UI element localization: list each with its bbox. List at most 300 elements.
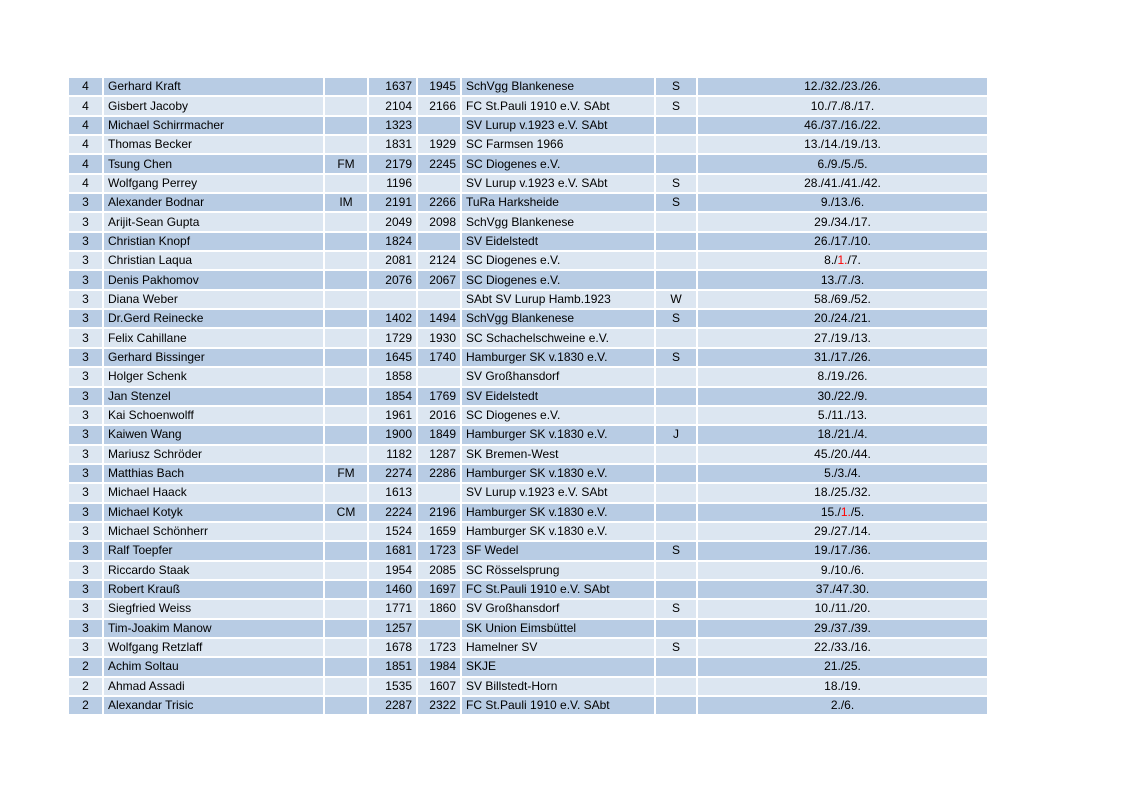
- rounds-cell: 21./25.: [698, 658, 987, 675]
- rating-cell: 1858: [369, 368, 416, 385]
- table-row: [69, 465, 987, 482]
- rating-cell: 1196: [369, 175, 416, 192]
- title-cell: [325, 426, 367, 443]
- score-cell: 3: [69, 252, 102, 269]
- club-cell: SK Bremen-West: [462, 446, 654, 463]
- rating2-cell: [418, 484, 460, 501]
- score-cell: 2: [69, 678, 102, 695]
- rating-cell: 1460: [369, 581, 416, 598]
- player-name-cell: Wolfgang Perrey: [104, 175, 323, 192]
- rating-cell: 1524: [369, 523, 416, 540]
- rating-cell: 2179: [369, 155, 416, 172]
- category-cell: [656, 407, 696, 424]
- rounds-cell: 30./22./9.: [698, 388, 987, 405]
- category-cell: [656, 658, 696, 675]
- table-row: [69, 639, 987, 656]
- rating-cell: 1771: [369, 600, 416, 617]
- table-body: [69, 78, 987, 714]
- player-name-cell: Kaiwen Wang: [104, 426, 323, 443]
- club-cell: Hamelner SV: [462, 639, 654, 656]
- score-cell: 3: [69, 639, 102, 656]
- category-cell: [656, 484, 696, 501]
- player-name-cell: Jan Stenzel: [104, 388, 323, 405]
- player-name-cell: Matthias Bach: [104, 465, 323, 482]
- rating2-cell: 1723: [418, 639, 460, 656]
- rating-cell: 1824: [369, 233, 416, 250]
- title-cell: [325, 639, 367, 656]
- rating2-cell: 1287: [418, 446, 460, 463]
- table-row: [69, 349, 987, 366]
- player-name-cell: Siegfried Weiss: [104, 600, 323, 617]
- category-cell: [656, 697, 696, 714]
- table-row: [69, 175, 987, 192]
- table-row: [69, 426, 987, 443]
- rounds-cell: 2./6.: [698, 697, 987, 714]
- rating2-cell: 2286: [418, 465, 460, 482]
- rating-cell: 1900: [369, 426, 416, 443]
- rating2-cell: 1945: [418, 78, 460, 95]
- rating-cell: 1182: [369, 446, 416, 463]
- table-row: [69, 620, 987, 637]
- score-cell: 3: [69, 542, 102, 559]
- score-cell: 3: [69, 291, 102, 308]
- score-cell: 4: [69, 155, 102, 172]
- rating2-cell: 1849: [418, 426, 460, 443]
- category-cell: [656, 446, 696, 463]
- title-cell: [325, 620, 367, 637]
- rounds-cell: 9./10./6.: [698, 562, 987, 579]
- club-cell: SV Lurup v.1923 e.V. SAbt: [462, 484, 654, 501]
- score-cell: 2: [69, 697, 102, 714]
- table-row: [69, 271, 987, 288]
- player-name-cell: Kai Schoenwolff: [104, 407, 323, 424]
- player-name-cell: Alexandar Trisic: [104, 697, 323, 714]
- score-cell: 3: [69, 426, 102, 443]
- title-cell: [325, 97, 367, 114]
- rating2-cell: [418, 368, 460, 385]
- category-cell: [656, 117, 696, 134]
- score-cell: 4: [69, 117, 102, 134]
- club-cell: Hamburger SK v.1830 e.V.: [462, 465, 654, 482]
- player-name-cell: Gisbert Jacoby: [104, 97, 323, 114]
- category-cell: [656, 388, 696, 405]
- club-cell: SK Union Eimsbüttel: [462, 620, 654, 637]
- rounds-cell: 12./32./23./26.: [698, 78, 987, 95]
- category-cell: S: [656, 175, 696, 192]
- player-name-cell: Ralf Toepfer: [104, 542, 323, 559]
- club-cell: SchVgg Blankenese: [462, 213, 654, 230]
- category-cell: [656, 368, 696, 385]
- score-cell: 3: [69, 388, 102, 405]
- rating-cell: 1402: [369, 310, 416, 327]
- rating2-cell: 1984: [418, 658, 460, 675]
- category-cell: [656, 465, 696, 482]
- score-cell: 4: [69, 97, 102, 114]
- rounds-cell: 13./7./3.: [698, 271, 987, 288]
- rating-cell: 1954: [369, 562, 416, 579]
- score-cell: 4: [69, 175, 102, 192]
- rating-cell: 1613: [369, 484, 416, 501]
- table-row: [69, 562, 987, 579]
- category-cell: [656, 523, 696, 540]
- table-row: [69, 523, 987, 540]
- score-cell: 3: [69, 329, 102, 346]
- club-cell: SV Eidelstedt: [462, 388, 654, 405]
- rating2-cell: 1860: [418, 600, 460, 617]
- rating2-cell: 1607: [418, 678, 460, 695]
- club-cell: SV Lurup v.1923 e.V. SAbt: [462, 175, 654, 192]
- title-cell: [325, 407, 367, 424]
- results-table: [67, 76, 989, 716]
- table-row: [69, 678, 987, 695]
- highlighted-round: 1.: [840, 504, 851, 519]
- table-row: [69, 504, 987, 521]
- club-cell: SAbt SV Lurup Hamb.1923: [462, 291, 654, 308]
- rounds-cell: 27./19./13.: [698, 329, 987, 346]
- category-cell: [656, 620, 696, 637]
- score-cell: 2: [69, 658, 102, 675]
- club-cell: TuRa Harksheide: [462, 194, 654, 211]
- player-name-cell: Tsung Chen: [104, 155, 323, 172]
- club-cell: SC Diogenes e.V.: [462, 407, 654, 424]
- club-cell: Hamburger SK v.1830 e.V.: [462, 504, 654, 521]
- category-cell: [656, 233, 696, 250]
- title-cell: [325, 562, 367, 579]
- title-cell: [325, 600, 367, 617]
- category-cell: [656, 678, 696, 695]
- title-cell: [325, 697, 367, 714]
- score-cell: 3: [69, 213, 102, 230]
- rating-cell: 1678: [369, 639, 416, 656]
- title-cell: FM: [325, 465, 367, 482]
- rounds-cell: 29./34./17.: [698, 213, 987, 230]
- rating2-cell: 2067: [418, 271, 460, 288]
- player-name-cell: Ahmad Assadi: [104, 678, 323, 695]
- rounds-cell: 26./17./10.: [698, 233, 987, 250]
- score-cell: 3: [69, 407, 102, 424]
- rating2-cell: 2266: [418, 194, 460, 211]
- title-cell: [325, 291, 367, 308]
- club-cell: SC Schachelschweine e.V.: [462, 329, 654, 346]
- table-row: [69, 233, 987, 250]
- rounds-cell: 9./13./6.: [698, 194, 987, 211]
- table-row: [69, 658, 987, 675]
- score-cell: 3: [69, 523, 102, 540]
- club-cell: FC St.Pauli 1910 e.V. SAbt: [462, 581, 654, 598]
- club-cell: SC Diogenes e.V.: [462, 155, 654, 172]
- club-cell: SV Großhansdorf: [462, 368, 654, 385]
- club-cell: SC Diogenes e.V.: [462, 252, 654, 269]
- table-row: [69, 368, 987, 385]
- table-row: [69, 291, 987, 308]
- rating2-cell: 2124: [418, 252, 460, 269]
- category-cell: S: [656, 542, 696, 559]
- rating-cell: 1729: [369, 329, 416, 346]
- table-row: [69, 388, 987, 405]
- title-cell: [325, 175, 367, 192]
- rating2-cell: 2016: [418, 407, 460, 424]
- score-cell: 3: [69, 310, 102, 327]
- club-cell: Hamburger SK v.1830 e.V.: [462, 523, 654, 540]
- score-cell: 3: [69, 349, 102, 366]
- rating2-cell: 1929: [418, 136, 460, 153]
- rating-cell: [369, 291, 416, 308]
- player-name-cell: Alexander Bodnar: [104, 194, 323, 211]
- player-name-cell: Dr.Gerd Reinecke: [104, 310, 323, 327]
- title-cell: FM: [325, 155, 367, 172]
- rating2-cell: [418, 291, 460, 308]
- category-cell: [656, 562, 696, 579]
- player-name-cell: Holger Schenk: [104, 368, 323, 385]
- player-name-cell: Tim-Joakim Manow: [104, 620, 323, 637]
- player-name-cell: Achim Soltau: [104, 658, 323, 675]
- rounds-cell: 8./19./26.: [698, 368, 987, 385]
- score-cell: 4: [69, 136, 102, 153]
- title-cell: [325, 252, 367, 269]
- title-cell: [325, 329, 367, 346]
- rating2-cell: 1697: [418, 581, 460, 598]
- club-cell: Hamburger SK v.1830 e.V.: [462, 426, 654, 443]
- highlighted-round: 1.: [837, 253, 848, 268]
- title-cell: [325, 542, 367, 559]
- rounds-cell: 45./20./44.: [698, 446, 987, 463]
- rating2-cell: 1494: [418, 310, 460, 327]
- score-cell: 3: [69, 562, 102, 579]
- rating-cell: 1681: [369, 542, 416, 559]
- player-name-cell: Denis Pakhomov: [104, 271, 323, 288]
- table-row: [69, 581, 987, 598]
- table-row: [69, 117, 987, 134]
- score-cell: 3: [69, 233, 102, 250]
- category-cell: [656, 271, 696, 288]
- rounds-cell: 46./37./16./22.: [698, 117, 987, 134]
- title-cell: [325, 78, 367, 95]
- table-row: [69, 446, 987, 463]
- rating-cell: 1961: [369, 407, 416, 424]
- club-cell: SC Farmsen 1966: [462, 136, 654, 153]
- title-cell: IM: [325, 194, 367, 211]
- category-cell: [656, 504, 696, 521]
- category-cell: J: [656, 426, 696, 443]
- score-cell: 3: [69, 194, 102, 211]
- table-row: [69, 484, 987, 501]
- rounds-cell: 10./7./8./17.: [698, 97, 987, 114]
- club-cell: FC St.Pauli 1910 e.V. SAbt: [462, 97, 654, 114]
- club-cell: SV Lurup v.1923 e.V. SAbt: [462, 117, 654, 134]
- category-cell: [656, 329, 696, 346]
- rounds-cell: 29./27./14.: [698, 523, 987, 540]
- title-cell: [325, 678, 367, 695]
- club-cell: FC St.Pauli 1910 e.V. SAbt: [462, 697, 654, 714]
- rating-cell: 2274: [369, 465, 416, 482]
- score-cell: 3: [69, 446, 102, 463]
- title-cell: [325, 484, 367, 501]
- score-cell: 3: [69, 271, 102, 288]
- score-cell: 3: [69, 465, 102, 482]
- title-cell: [325, 117, 367, 134]
- title-cell: [325, 368, 367, 385]
- round-part: /5.: [850, 504, 865, 519]
- player-name-cell: Christian Knopf: [104, 233, 323, 250]
- rounds-cell: 58./69./52.: [698, 291, 987, 308]
- rounds-cell: [698, 504, 987, 521]
- rating-cell: 1637: [369, 78, 416, 95]
- score-cell: 3: [69, 600, 102, 617]
- player-name-cell: Michael Haack: [104, 484, 323, 501]
- title-cell: [325, 136, 367, 153]
- rating-cell: 1851: [369, 658, 416, 675]
- player-name-cell: Christian Laqua: [104, 252, 323, 269]
- category-cell: S: [656, 97, 696, 114]
- player-name-cell: Mariusz Schröder: [104, 446, 323, 463]
- rating-cell: 2224: [369, 504, 416, 521]
- title-cell: [325, 658, 367, 675]
- title-cell: [325, 233, 367, 250]
- rating2-cell: [418, 175, 460, 192]
- table-row: [69, 97, 987, 114]
- rating-cell: 1831: [369, 136, 416, 153]
- table-row: [69, 407, 987, 424]
- category-cell: S: [656, 600, 696, 617]
- rating2-cell: [418, 620, 460, 637]
- title-cell: CM: [325, 504, 367, 521]
- round-part: 8./: [824, 253, 838, 268]
- player-name-cell: Michael Schönherr: [104, 523, 323, 540]
- club-cell: SchVgg Blankenese: [462, 310, 654, 327]
- title-cell: [325, 581, 367, 598]
- table-row: [69, 213, 987, 230]
- table-row: [69, 542, 987, 559]
- rating-cell: 2191: [369, 194, 416, 211]
- club-cell: Hamburger SK v.1830 e.V.: [462, 349, 654, 366]
- rating-cell: 1257: [369, 620, 416, 637]
- rounds-cell: 37./47.30.: [698, 581, 987, 598]
- category-cell: W: [656, 291, 696, 308]
- rating2-cell: [418, 117, 460, 134]
- table-row: [69, 78, 987, 95]
- title-cell: [325, 388, 367, 405]
- rating2-cell: 2245: [418, 155, 460, 172]
- rating2-cell: [418, 233, 460, 250]
- rating2-cell: 2166: [418, 97, 460, 114]
- rating2-cell: 1769: [418, 388, 460, 405]
- club-cell: SF Wedel: [462, 542, 654, 559]
- category-cell: S: [656, 194, 696, 211]
- category-cell: S: [656, 310, 696, 327]
- rating2-cell: 2322: [418, 697, 460, 714]
- player-name-cell: Diana Weber: [104, 291, 323, 308]
- rating2-cell: 1740: [418, 349, 460, 366]
- score-cell: 3: [69, 484, 102, 501]
- score-cell: 3: [69, 368, 102, 385]
- category-cell: [656, 581, 696, 598]
- score-cell: 3: [69, 581, 102, 598]
- title-cell: [325, 271, 367, 288]
- rounds-cell: 31./17./26.: [698, 349, 987, 366]
- rounds-cell: 18./25./32.: [698, 484, 987, 501]
- category-cell: [656, 155, 696, 172]
- rounds-cell: 13./14./19./13.: [698, 136, 987, 153]
- player-name-cell: Wolfgang Retzlaff: [104, 639, 323, 656]
- club-cell: SKJE: [462, 658, 654, 675]
- rating-cell: 1645: [369, 349, 416, 366]
- table-row: [69, 329, 987, 346]
- score-cell: 3: [69, 504, 102, 521]
- rounds-cell: 18./21./4.: [698, 426, 987, 443]
- table-row: [69, 600, 987, 617]
- player-name-cell: Michael Kotyk: [104, 504, 323, 521]
- rating2-cell: 2098: [418, 213, 460, 230]
- rating-cell: 1535: [369, 678, 416, 695]
- club-cell: SchVgg Blankenese: [462, 78, 654, 95]
- player-name-cell: Riccardo Staak: [104, 562, 323, 579]
- rounds-cell: 29./37./39.: [698, 620, 987, 637]
- category-cell: S: [656, 349, 696, 366]
- rounds-cell: 10./11./20.: [698, 600, 987, 617]
- rating2-cell: 1930: [418, 329, 460, 346]
- table-row: [69, 310, 987, 327]
- rating2-cell: 2196: [418, 504, 460, 521]
- round-part: 15./: [820, 504, 841, 519]
- rounds-cell: 18./19.: [698, 678, 987, 695]
- rounds-cell: 28./41./41./42.: [698, 175, 987, 192]
- rounds-cell: 5./11./13.: [698, 407, 987, 424]
- title-cell: [325, 349, 367, 366]
- rating-cell: 2287: [369, 697, 416, 714]
- category-cell: [656, 252, 696, 269]
- club-cell: SV Eidelstedt: [462, 233, 654, 250]
- table-row: [69, 697, 987, 714]
- club-cell: SV Großhansdorf: [462, 600, 654, 617]
- player-name-cell: Gerhard Bissinger: [104, 349, 323, 366]
- club-cell: SC Rösselsprung: [462, 562, 654, 579]
- score-cell: 4: [69, 78, 102, 95]
- rounds-cell: 6./9./5./5.: [698, 155, 987, 172]
- rounds-cell: 20./24./21.: [698, 310, 987, 327]
- category-cell: S: [656, 78, 696, 95]
- rating-cell: 1323: [369, 117, 416, 134]
- score-cell: 3: [69, 620, 102, 637]
- category-cell: [656, 136, 696, 153]
- club-cell: SC Diogenes e.V.: [462, 271, 654, 288]
- table-row: [69, 252, 987, 269]
- player-name-cell: Gerhard Kraft: [104, 78, 323, 95]
- table-row: [69, 136, 987, 153]
- rating2-cell: 2085: [418, 562, 460, 579]
- title-cell: [325, 446, 367, 463]
- title-cell: [325, 310, 367, 327]
- rating2-cell: 1723: [418, 542, 460, 559]
- player-name-cell: Thomas Becker: [104, 136, 323, 153]
- rating-cell: 1854: [369, 388, 416, 405]
- rating2-cell: 1659: [418, 523, 460, 540]
- player-name-cell: Robert Krauß: [104, 581, 323, 598]
- round-part: /7.: [847, 253, 861, 268]
- rounds-cell: [698, 252, 987, 269]
- table-row: [69, 155, 987, 172]
- rating-cell: 2081: [369, 252, 416, 269]
- rating-cell: 2049: [369, 213, 416, 230]
- category-cell: [656, 213, 696, 230]
- player-name-cell: Felix Cahillane: [104, 329, 323, 346]
- title-cell: [325, 523, 367, 540]
- category-cell: S: [656, 639, 696, 656]
- title-cell: [325, 213, 367, 230]
- player-name-cell: Michael Schirrmacher: [104, 117, 323, 134]
- club-cell: SV Billstedt-Horn: [462, 678, 654, 695]
- table-row: [69, 194, 987, 211]
- rating-cell: 2104: [369, 97, 416, 114]
